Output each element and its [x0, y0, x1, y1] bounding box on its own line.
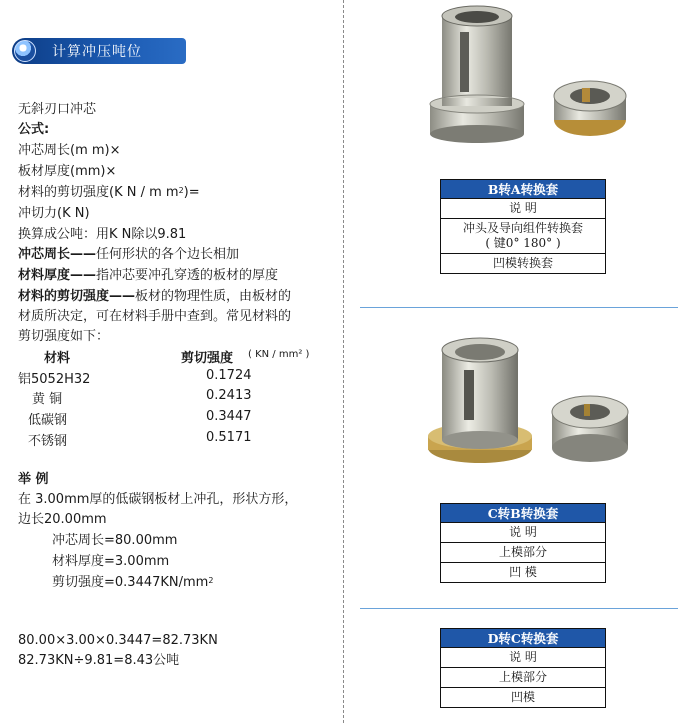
material-row: 低碳钢 0.3447 [28, 409, 252, 428]
material-row: 黄 铜 0.2413 [32, 388, 252, 407]
calculation-column [0, 0, 345, 723]
c-to-b-table [440, 503, 606, 583]
example-calc-1: 80.00×3.00×0.3447=82.73KN [18, 633, 218, 648]
table-title: D转C转换套 [441, 629, 605, 648]
formula-line-2: 板材厚度(mm)× [18, 164, 117, 179]
materials-header [18, 347, 318, 365]
header-unit: ( KN / mm² ) [248, 349, 310, 360]
formula-line-3: 材料的剪切强度(K N / m $m^2)=$ [18, 185, 200, 200]
formula-line-1: 冲芯周长(m m)× [18, 143, 121, 158]
table-title: C转B转换套 [441, 504, 605, 523]
section-banner [12, 38, 186, 64]
table-row: 说 明 [441, 648, 605, 668]
subtitle: 无斜刃口冲芯 [18, 102, 97, 117]
definition-continued-2: 剪切强度如下： [18, 329, 110, 344]
table-row: 凹 模 [509, 565, 537, 579]
definition-continued-1: 材质所决定，可在材料手册中查到。常见材料的 [18, 309, 292, 324]
table-row: 上模部分 [441, 668, 605, 688]
table-row: 凹模转换套 [492, 256, 553, 270]
formula-line-4: 冲切力(K N) [18, 206, 90, 221]
d-to-c-table [440, 628, 606, 708]
definition-perimeter: 冲芯周长——任何形状的各个边长相加 [18, 247, 240, 262]
formula-label: 公式: [18, 122, 50, 137]
example-shear: 剪切强度$=0.3447KN/mm^2$ [52, 575, 214, 590]
b-to-a-adapter-photo [420, 4, 630, 174]
example-calc-2: 82.73KN÷9.81=8.43公吨 [18, 653, 180, 668]
header-strength: 剪切强度 [181, 351, 234, 366]
column-divider [343, 0, 344, 723]
header-material: 材料 [44, 351, 71, 366]
example-desc-1: 在 3.00mm厚的低碳钢板材上冲孔，形状方形， [18, 492, 298, 507]
table-row: 凹模 [510, 690, 535, 704]
bullet-icon [14, 40, 36, 62]
separator-line [360, 307, 678, 308]
section-title: 计算冲压吨位 [52, 44, 142, 60]
table-row: 说 明 [441, 199, 605, 219]
separator-line [360, 608, 678, 609]
example-desc-2: 边长20.00mm [18, 512, 107, 527]
material-row: 铝5052H32 0.1724 [18, 368, 252, 387]
material-row: 不锈钢 0.5171 [28, 430, 252, 449]
table-row: 冲头及导向组件转换套 ( 键0° 180° ) [441, 219, 605, 254]
example-thickness: 材料厚度=3.00mm [52, 554, 170, 569]
table-title: B转A转换套 [441, 180, 605, 199]
table-row: 说 明 [441, 523, 605, 543]
table-row: 上模部分 [441, 543, 605, 563]
formula-line-5: 换算成公吨：用K N除以9.81 [18, 227, 187, 242]
example-title: 举 例 [18, 472, 49, 487]
b-to-a-table [440, 179, 606, 274]
example-perimeter: 冲芯周长=80.00mm [52, 533, 178, 548]
definition-shear: 材料的剪切强度——板材的物理性质，由板材的 [18, 289, 292, 304]
c-to-b-adapter-photo [420, 330, 640, 500]
definition-thickness: 材料厚度——指冲芯要冲孔穿透的板材的厚度 [18, 268, 279, 283]
